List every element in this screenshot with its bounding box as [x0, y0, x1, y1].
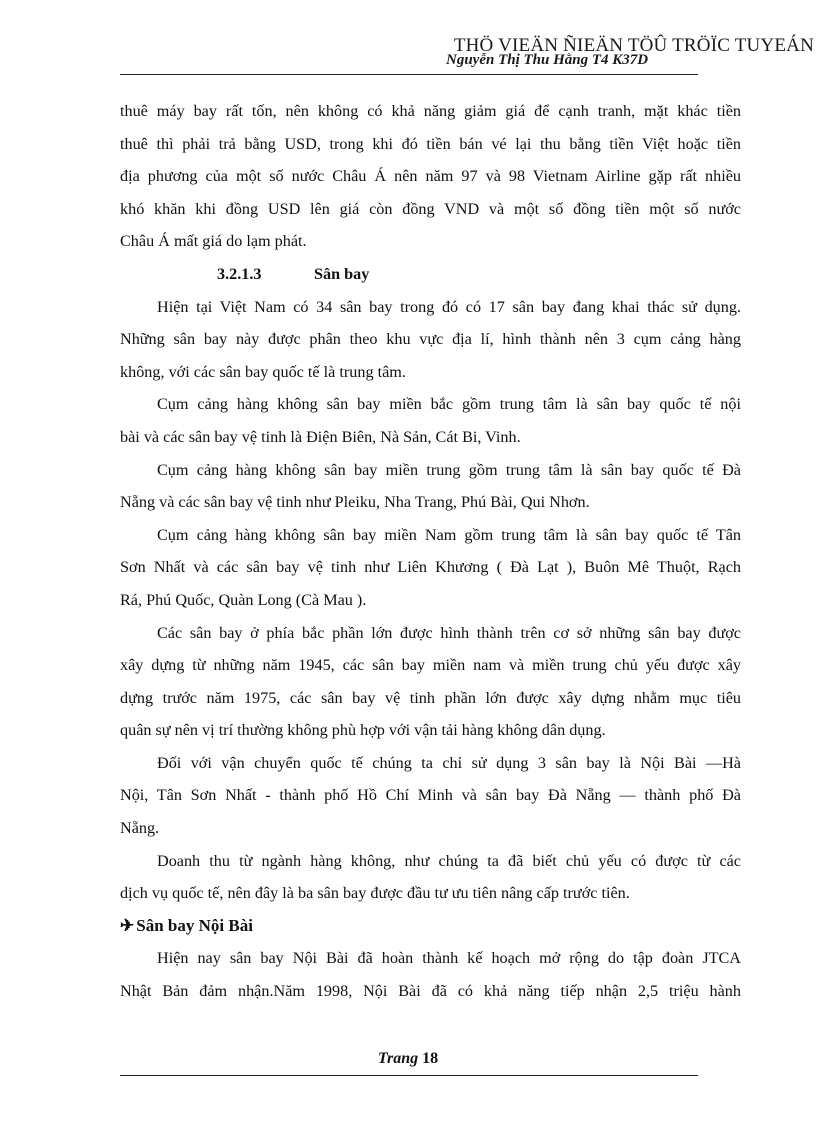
- paragraph: [120, 845, 741, 910]
- page-body: [120, 95, 741, 1008]
- subsection-title: Sân bay Nội Bài: [136, 915, 253, 935]
- text-line: Cụm cảng hàng không sân bay miền trung gồm trung tâm là sân bay quốc tế Đà: [157, 460, 741, 479]
- section-title: Sân bay: [314, 264, 370, 283]
- paragraph: [120, 388, 741, 453]
- text-line: Nẵng.: [120, 819, 160, 838]
- paragraph: [120, 454, 741, 519]
- text-line: Các sân bay ở phía bắc phần lớn được hình thành trên cơ sở những sân bay được: [157, 623, 741, 642]
- text-line: Nhật Bản đảm nhận.Năm 1998, Nội Bài đã có khả năng tiếp nhận 2,5 triệu hành: [120, 982, 741, 1001]
- text-line: thuê máy bay rất tốn, nên không có khả năng giảm giá để cạnh tranh, mặt khác tiền: [120, 102, 741, 120]
- text-line: xây dựng từ những năm 1945, các sân bay miền nam và miền trung chủ yếu được xây: [120, 656, 741, 675]
- paragraph: [120, 519, 741, 617]
- watermark-header: THÖ VIEÄN ÑIEÄN TÖÛ TRÖÏC TUYEÁN: [453, 35, 814, 56]
- text-line: Châu Á mất giá do lạm phát.: [120, 232, 307, 251]
- paragraph: [120, 942, 741, 1007]
- text-line: Những sân bay này được phân theo khu vực địa lí, hình thành nên 3 cụm cảng hàng: [120, 330, 741, 349]
- text-line: dựng trước năm 1975, các sân bay vệ tinh phần lớn được xây dựng nhằm mục tiêu: [120, 688, 741, 707]
- paragraph: [120, 617, 741, 747]
- text-line: quân sự nên vị trí thường không phù hợp với vận tải hàng không dân dụng.: [120, 721, 606, 740]
- paragraph: [120, 291, 741, 389]
- text-line: dịch vụ quốc tế, nên đây là ba sân bay được đầu tư ưu tiên nâng cấp trước tiên.: [120, 884, 630, 903]
- text-line: Đối với vận chuyển quốc tế chúng ta chỉ sử dụng 3 sân bay là Nội Bài —Hà: [157, 753, 741, 772]
- footer-divider: [120, 1075, 698, 1076]
- text-line: Nẵng và các sân bay vệ tinh như Pleiku, Nha Trang, Phú Bài, Qui Nhơn.: [120, 493, 590, 512]
- text-line: Cụm cảng hàng không sân bay miền bắc gồm trung tâm là sân bay quốc tế nội: [157, 395, 741, 414]
- page-number: 18: [422, 1050, 439, 1067]
- text-line: không, với các sân bay quốc tế là trung tâm.: [120, 362, 406, 381]
- subsection-heading: [120, 910, 741, 943]
- page-label: Trang: [377, 1050, 419, 1067]
- text-line: thuê thì phải trả bằng USD, trong khi đó tiền bán vé lại thu bằng tiền Việt hoặc tiền: [120, 134, 741, 153]
- text-line: Cụm cảng hàng không sân bay miền Nam gồm trung tâm là sân bay quốc tế Tân: [157, 525, 741, 544]
- author-header: Nguyễn Thị Thu Hằng T4 K37D: [446, 52, 649, 68]
- header-divider: [120, 74, 698, 75]
- page-footer: [0, 1050, 816, 1068]
- intro-paragraph: [120, 95, 741, 258]
- text-line: khó khăn khi đồng USD lên giá còn đồng VND và một số đồng tiền một số nước: [120, 199, 741, 218]
- text-line: địa phương của một số nước Châu Á nên năm 97 và 98 Vietnam Airline gặp rất nhiều: [120, 167, 741, 186]
- text-line: Hiện nay sân bay Nội Bài đã hoàn thành kế hoạch mở rộng do tập đoàn JTCA: [157, 949, 741, 968]
- section-heading: [120, 258, 741, 291]
- text-line: Doanh thu từ ngành hàng không, như chúng ta đã biết chủ yếu có được từ các: [157, 851, 741, 870]
- text-line: bài và các sân bay vệ tinh là Điện Biên, Nà Sản, Cát Bi, Vinh.: [120, 427, 521, 446]
- text-line: Sơn Nhất và các sân bay vệ tinh như Liên Khương ( Đà Lạt ), Buôn Mê Thuột, Rạch: [120, 558, 741, 577]
- paragraph: [120, 747, 741, 845]
- airplane-icon: ✈: [120, 915, 135, 935]
- section-number: 3.2.1.3: [217, 264, 262, 283]
- text-line: Nội, Tân Sơn Nhất - thành phố Hồ Chí Minh và sân bay Đà Nẵng — thành phố Đà: [120, 786, 741, 805]
- text-line: Rá, Phú Quốc, Quàn Long (Cà Mau ).: [120, 590, 367, 609]
- text-line: Hiện tại Việt Nam có 34 sân bay trong đó có 17 sân bay đang khai thác sử dụng.: [157, 297, 741, 316]
